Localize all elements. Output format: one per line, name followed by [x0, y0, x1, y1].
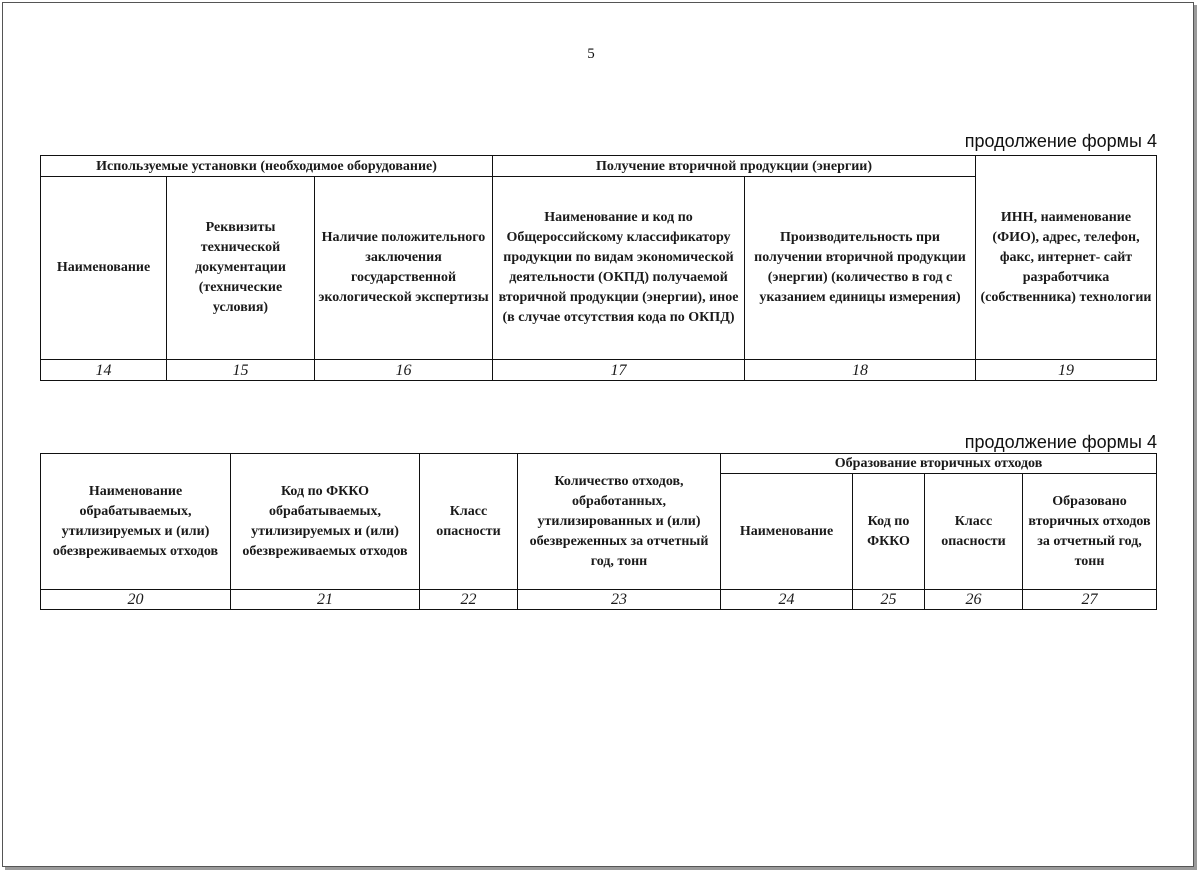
header-developer-info: ИНН, наименование (ФИО), адрес, телефон, факс, интернет- сайт разработчика (собственника) технологии — [976, 156, 1157, 360]
header-secondary-fkko-code: Код по ФККО — [853, 474, 925, 590]
header-secondary-waste-amount: Образовано вторичных отходов за отчетный год, тонн — [1023, 474, 1157, 590]
header-technical-docs: Реквизиты технической документации (технические условия) — [167, 177, 315, 360]
header-okpd-code: Наименование и код по Общероссийскому классификатору продукции по видам экономической деятельности (ОКПД) получаемой вторичной продукции (энергии), иное (в случае отсутствия кода по ОКПД) — [493, 177, 745, 360]
header-productivity: Производительность при получении вторичной продукции (энергии) (количество в год с указанием единицы измерения) — [745, 177, 976, 360]
column-number: 21 — [231, 590, 420, 610]
column-number: 27 — [1023, 590, 1157, 610]
continuation-label-top: продолжение формы 4 — [964, 131, 1157, 151]
column-number: 17 — [493, 360, 745, 381]
column-number: 15 — [167, 360, 315, 381]
continuation-label-bottom: продолжение формы 4 — [964, 432, 1157, 452]
header-waste-quantity: Количество отходов, обработанных, утилизированных и (или) обезвреженных за отчетный год, тонн — [518, 454, 721, 590]
column-number: 24 — [721, 590, 853, 610]
header-secondary-hazard-class: Класс опасности — [925, 474, 1023, 590]
column-number: 25 — [853, 590, 925, 610]
header-hazard-class: Класс опасности — [420, 454, 518, 590]
column-number: 16 — [315, 360, 493, 381]
header-waste-name: Наименование обрабатываемых, утилизируемых и (или) обезвреживаемых отходов — [41, 454, 231, 590]
group-header-equipment: Используемые установки (необходимое оборудование) — [41, 156, 493, 177]
column-number: 18 — [745, 360, 976, 381]
column-number: 19 — [976, 360, 1157, 381]
column-number: 22 — [420, 590, 518, 610]
group-header-secondary-waste: Образование вторичных отходов — [721, 454, 1157, 474]
header-equipment-name: Наименование — [41, 177, 167, 360]
column-number: 23 — [518, 590, 721, 610]
header-ecological-expertise: Наличие положительного заключения государственной экологической экспертизы — [315, 177, 493, 360]
form-4-table-part-2 — [40, 453, 1157, 610]
column-number: 14 — [41, 360, 167, 381]
header-fkko-code: Код по ФККО обрабатываемых, утилизируемых и (или) обезвреживаемых отходов — [231, 454, 420, 590]
group-header-secondary-products: Получение вторичной продукции (энергии) — [493, 156, 976, 177]
column-number: 26 — [925, 590, 1023, 610]
form-4-table-part-1 — [40, 155, 1157, 381]
page-number: 5 — [587, 46, 595, 62]
header-secondary-waste-name: Наименование — [721, 474, 853, 590]
column-number: 20 — [41, 590, 231, 610]
